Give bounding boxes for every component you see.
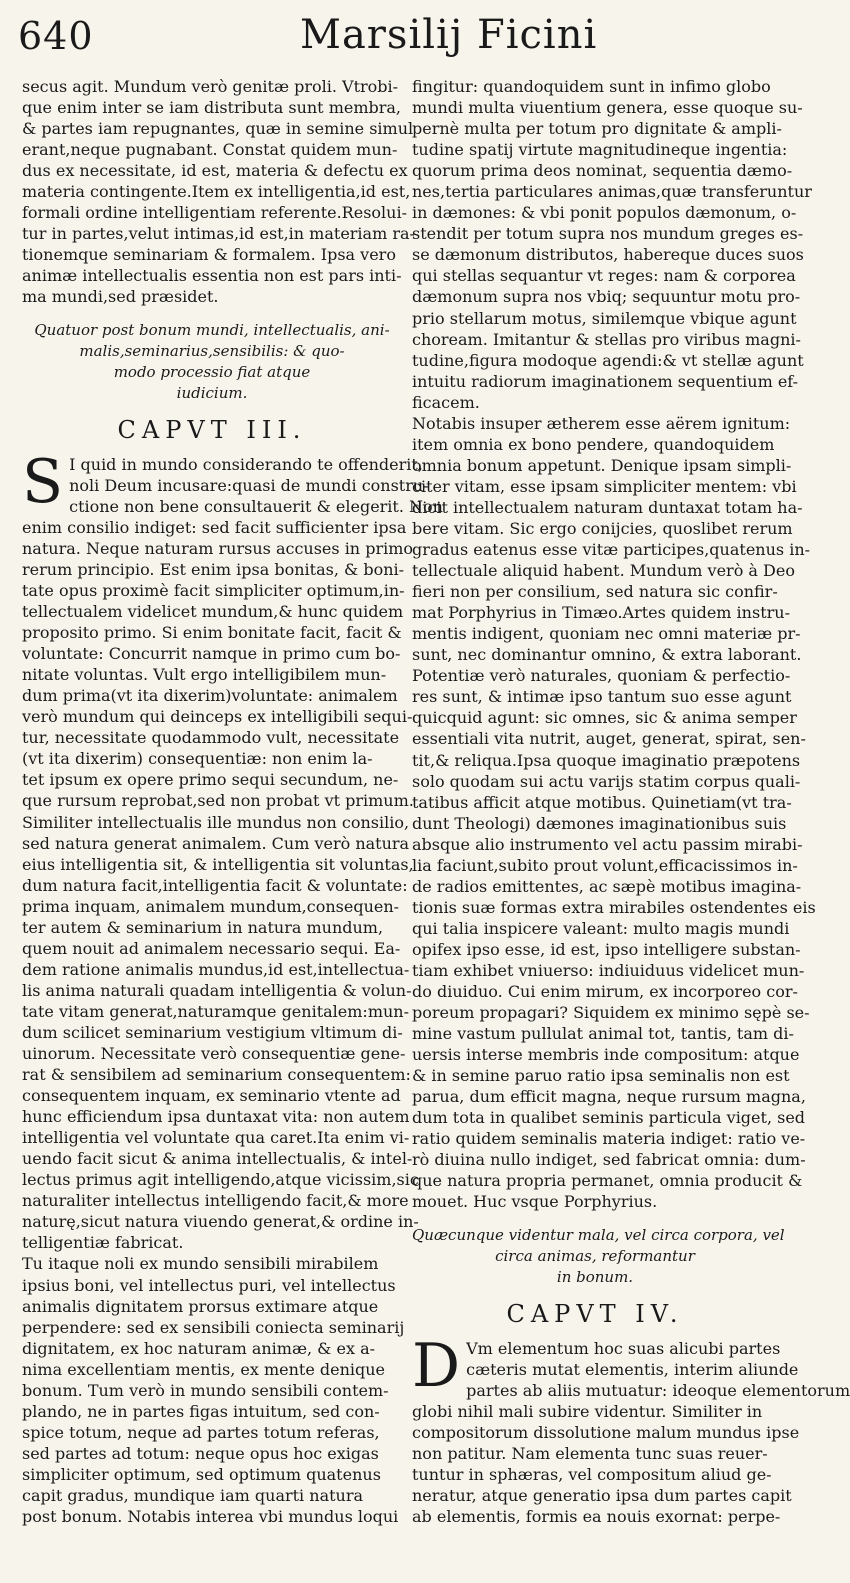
running-head: Marsilij Ficini [300,12,598,58]
text-line: Vm elementum hoc suas alicubi partes [466,1338,781,1358]
text-line: tionemque seminariam & formalem. Ipsa vero [22,245,396,265]
text-line: citer vitam, esse ipsam simpliciter mentem: vbi [412,476,797,496]
text-line: lis anima naturali quadam intelligentia & volun- [22,980,412,1000]
text-line: qui stellas sequantur vt reges: nam & corporea [412,266,796,286]
text-line: dum tota in qualibet seminis particula viget, sed [412,1108,806,1128]
text-line: ratio quidem seminalis materia indiget: ratio ve- [412,1129,806,1149]
text-line: ter autem & seminarium in natura mundum, [22,917,384,937]
paragraph [412,413,816,1213]
text-line: dum scilicet seminarium vestigium vltimum di- [22,1022,403,1042]
text-line: formali ordine intelligentiam referente.Resolui- [22,203,407,223]
text-line: ficacem. [412,392,480,412]
text-line: qui talia inspicere valeant: multo magis mundi [412,918,790,938]
text-line: hunc efficiendum ipsa duntaxat vita: non autem [22,1107,410,1127]
page-number: 640 [18,14,94,58]
text-line: bere vitam. Sic ergo conijcies, quoslibet rerum [412,518,793,538]
text-line: Quatuor post bonum mundi, intellectualis, ani- [34,320,390,339]
text-line: rat & sensibilem ad seminarium consequentem: [22,1065,411,1085]
text-line: nes,tertia particulares animas,quæ transferuntur [412,182,812,202]
text-line: enim consilio indiget: sed facit sufficienter ipsa [22,517,407,537]
text-line: uendo facit sicut & anima intellectualis, & intel- [22,1149,413,1169]
text-line: Quæcunque videntur mala, vel circa corpora, vel [412,1225,785,1244]
spacer [22,308,402,320]
text-line: quicquid agunt: sic omnes, sic & anima semper [412,708,797,728]
text-line: modo processio fiat atque [113,362,311,381]
paragraph [412,76,812,413]
text-line: dæmonum supra nos vbiq; sequuntur motu pro- [412,287,801,307]
text-line: rerum principio. Est enim ipsa bonitas, & boni- [22,559,405,579]
text-line: eius intelligentia sit, & intelligentia sit voluntas, [22,854,414,874]
text-line: lia faciunt,subito prout volunt,efficacissimos in- [412,855,798,875]
text-line: plando, ne in partes figas intuitum, sed con- [22,1401,380,1421]
paragraph [22,76,415,308]
text-line: intelligentia vel voluntate qua caret.Ita enim vi- [22,1128,410,1148]
left-column [22,76,443,1527]
text-line: animalis dignitatem prorsus extimare atque [22,1296,379,1316]
paragraph [22,1253,405,1527]
text-line: essentiali vita nutrit, auget, generat, spirat, sen- [412,729,806,749]
text-line: Potentiæ verò naturales, quoniam & perfectio- [412,666,791,686]
text-line: dum prima(vt ita dixerim)voluntate: animalem [22,686,398,706]
text-line: circa animas, reformantur [495,1246,695,1265]
text-line: nitate voluntas. Vult ergo intelligibilem mun- [22,665,387,685]
text-line: que enim inter se iam distributa sunt membra, [22,98,402,118]
chapter-heading: CAPVT IV. [506,1299,684,1328]
text-line: tur in partes,velut intimas,id est,in materiam ra- [22,224,415,244]
text-line: sed natura generat animalem. Cum verò natura [22,833,410,853]
text-line: fieri non per consilium, sed natura sic confir- [412,582,778,602]
text-line: erant,neque pugnabant. Constat quidem mun- [22,140,398,160]
text-line: res sunt, & intimæ ipso tantum suo esse agunt [412,687,792,707]
text-line: rò diuina nullo indiget, sed fabricat omnia: dum- [412,1150,806,1170]
text-line: fingitur: quandoquidem sunt in infimo globo [412,77,771,96]
text-line: opifex ipso esse, id est, ipso intelligere substan- [412,939,801,959]
text-line: tate opus proximè facit simpliciter optimum,in- [22,580,405,600]
text-line: ipsius boni, vel intellectus puri, vel intellectus [22,1275,396,1295]
text-line: noli Deum incusare:quasi de mundi constru- [69,475,429,495]
text-line: consequentem inquam, ex seminario vtente ad [22,1086,401,1106]
text-line: post bonum. Notabis interea vbi mundus loqui [22,1507,399,1527]
text-line: tet ipsum ex opere primo sequi secundum, ne- [22,770,399,790]
text-line: bonum. Tum verò in mundo sensibili contem- [22,1380,389,1400]
paragraph [22,446,443,1254]
text-line: animæ intellectualis essentia non est pars inti- [22,266,402,286]
text-line: prima inquam, animalem mundum,consequen- [22,896,400,916]
text-line: solo quodam sui actu varijs statim corpus quali- [412,771,801,791]
text-line: mine vastum pullulat animal tot, tantis, tam di- [412,1024,794,1044]
text-line: dicit intellectualem naturam duntaxat totam ha- [412,497,803,517]
text-line: que rursum reprobat,sed non probat vt primum. [22,791,414,811]
text-line: tit,& reliqua.Ipsa quoque imaginatio præpotens [412,750,801,770]
text-line: voluntate: Concurrit namque in primo cum bo- [22,644,401,664]
text-line: sed partes ad totum: neque opus hoc exigas [22,1443,379,1463]
text-line: intuitu radiorum imaginationem sequentium ef- [412,371,799,391]
text-line: uersis interse membris inde compositum: atque [412,1045,800,1065]
text-line: stendit per totum supra nos mundum greges es- [412,224,804,244]
text-line: (vt ita dixerim) consequentiæ: non enim la- [22,749,373,769]
text-line: in bonum. [556,1267,634,1286]
text-line: dus ex necessitate, id est, materia & defectu ex [22,161,408,181]
text-line: tate vitam generat,naturamque genitalem:mun- [22,1001,409,1021]
paragraph [412,1330,850,1527]
text-line: telligentiæ fabricat. [22,1233,184,1253]
text-line: cæteris mutat elementis, interim aliunde [466,1359,799,1379]
chapter-summary [412,1225,785,1288]
text-line: prio stellarum motus, similemque vbique agunt [412,308,797,328]
text-line: tudine spatij virtute magnitudineque ingentia: [412,140,788,160]
text-line: lectus primus agit intelligendo,atque vicissim,sic [22,1170,419,1190]
text-line: pernè multa per totum pro dignitate & ampli- [412,119,782,139]
text-line: poreum propagari? Siquidem ex minimo sępè se- [412,1003,810,1023]
text-line: mundi multa viuentium genera, esse quoque su- [412,98,803,118]
text-line: perpendere: sed ex sensibili coniecta seminarij [22,1317,405,1337]
text-line: capit gradus, mundique iam quarti natura [22,1486,364,1505]
text-line: verò mundum qui deinceps ex intelligibili sequi- [22,707,413,727]
text-line: naturaliter intellectus intelligendo facit,& more [22,1191,409,1211]
text-line: parua, dum efficit magna, neque rursum magna, [412,1087,806,1107]
text-line: tionis suæ formas extra mirabiles ostendentes eis [412,897,816,917]
text-line: uinorum. Necessitate verò consequentiæ gene- [22,1044,406,1064]
text-line: natura. Neque naturam rursus accuses in primo [22,538,414,558]
text-line: tellectualem videlicet mundum,& hunc quidem [22,602,404,622]
text-line: dignitatem, ex hoc naturam animæ, & ex a- [22,1338,376,1358]
text-line: choream. Imitantur & stellas pro viribus magni- [412,329,801,349]
text-line: dum natura facit,intelligentia facit & voluntate: [22,875,408,895]
text-line: que natura propria permanet, omnia producit & [412,1171,803,1191]
text-line: & partes iam repugnantes, quæ in semine simul [22,119,414,139]
text-line: ma mundi,sed præsidet. [22,287,219,307]
text-line: do diuiduo. Cui enim mirum, ex incorporeo cor- [412,982,798,1002]
text-line: spice totum, neque ad partes totum referas, [22,1422,380,1442]
text-line: naturę,sicut natura viuendo generat,& ordine in- [22,1212,419,1232]
text-line: se dæmonum distributos, habereque duces suos [412,245,804,265]
text-line: item omnia ex bono pendere, quandoquidem [412,434,775,454]
text-line: mouet. Huc vsque Porphyrius. [412,1192,658,1212]
text-line: simpliciter optimum, sed optimum quatenus [22,1464,381,1484]
text-line: tur, necessitate quodammodo vult, necessitate [22,728,400,748]
text-line: Similiter intellectualis ille mundus non consilio, [22,812,410,832]
text-line: absque alio instrumento vel actu passim mirabi- [412,834,803,854]
text-line: mentis indigent, quoniam nec omni materiæ pr- [412,624,801,644]
chapter-summary [22,320,402,404]
text-line: & in semine paruo ratio ipsa seminalis non est [412,1066,790,1086]
text-line: dunt Theologi) dæmones imaginationibus suis [412,813,787,833]
text-line: materia contingente.Item ex intelligentia,id est, [22,182,411,202]
text-line: gradus eatenus esse vitæ participes,quatenus in- [412,540,811,560]
chapter-heading: CAPVT III. [117,415,307,444]
text-line: Tu itaque noli ex mundo sensibili mirabilem [22,1254,379,1274]
text-line: tatibus afficit atque motibus. Quinetiam(vt tra- [412,792,792,812]
text-line: omnia bonum appetunt. Denique ipsam simpli- [412,455,792,475]
text-line: mat Porphyrius in Timæo.Artes quidem instru- [412,603,790,623]
text-line: tiam exhibet vniuerso: indiuiduus videlicet mun- [412,960,805,980]
text-line: sunt, nec dominantur omnino, & extra laborant. [412,645,802,665]
text-line: de radios emittentes, ac sæpè motibus imagina- [412,876,802,896]
text-line: proposito primo. Si enim bonitate facit, facit & [22,623,402,643]
text-line: Notabis insuper ætherem esse aërem ignitum: [412,413,791,433]
text-line: nima excellentiam mentis, ex mente denique [22,1359,386,1379]
text-line: neratur, atque generatio ipsa dum partes capit [412,1486,792,1505]
text-line: in dæmones: & vbi ponit populos dæmonum, o- [412,203,797,223]
right-column [412,76,850,1527]
text-line: tudine,figura modoque agendi:& vt stellæ agunt [412,350,804,370]
page-header [0,0,800,68]
spacer [412,1213,778,1225]
text-line: secus agit. Mundum verò genitæ proli. Vtrobi- [22,77,399,96]
text-line: dem ratione animalis mundus,id est,intellectua- [22,959,410,979]
text-line: malis,seminarius,sensibilis: & quo- [79,341,345,360]
text-line: non patitur. Nam elementa tunc suas reuer- [412,1443,768,1463]
text-line: ab elementis, formis ea nouis exornat: perpe- [412,1507,781,1527]
text-line: compositorum dissolutione malum mundus ipse [412,1422,800,1442]
text-line: I quid in mundo considerando te offenderit, [69,454,423,474]
text-line: quem nouit ad animalem necessario sequi. Ea- [22,938,401,958]
text-line: tellectuale aliquid habent. Mundum verò à Deo [412,561,795,581]
text-line: tuntur in sphæras, vel compositum aliud ge- [412,1464,772,1484]
text-line: partes ab aliis mutuatur: ideoque elementorum [466,1380,850,1400]
drop-cap: S [22,446,64,517]
text-line: iudicium. [176,383,248,402]
text-line: ctione non bene consultauerit & elegerit. Non [69,496,443,516]
text-line: quorum prima deos nominat, sequentia dæmo- [412,161,793,181]
text-line: globi nihil mali subire videntur. Similiter in [412,1401,763,1421]
drop-cap: D [412,1330,461,1401]
